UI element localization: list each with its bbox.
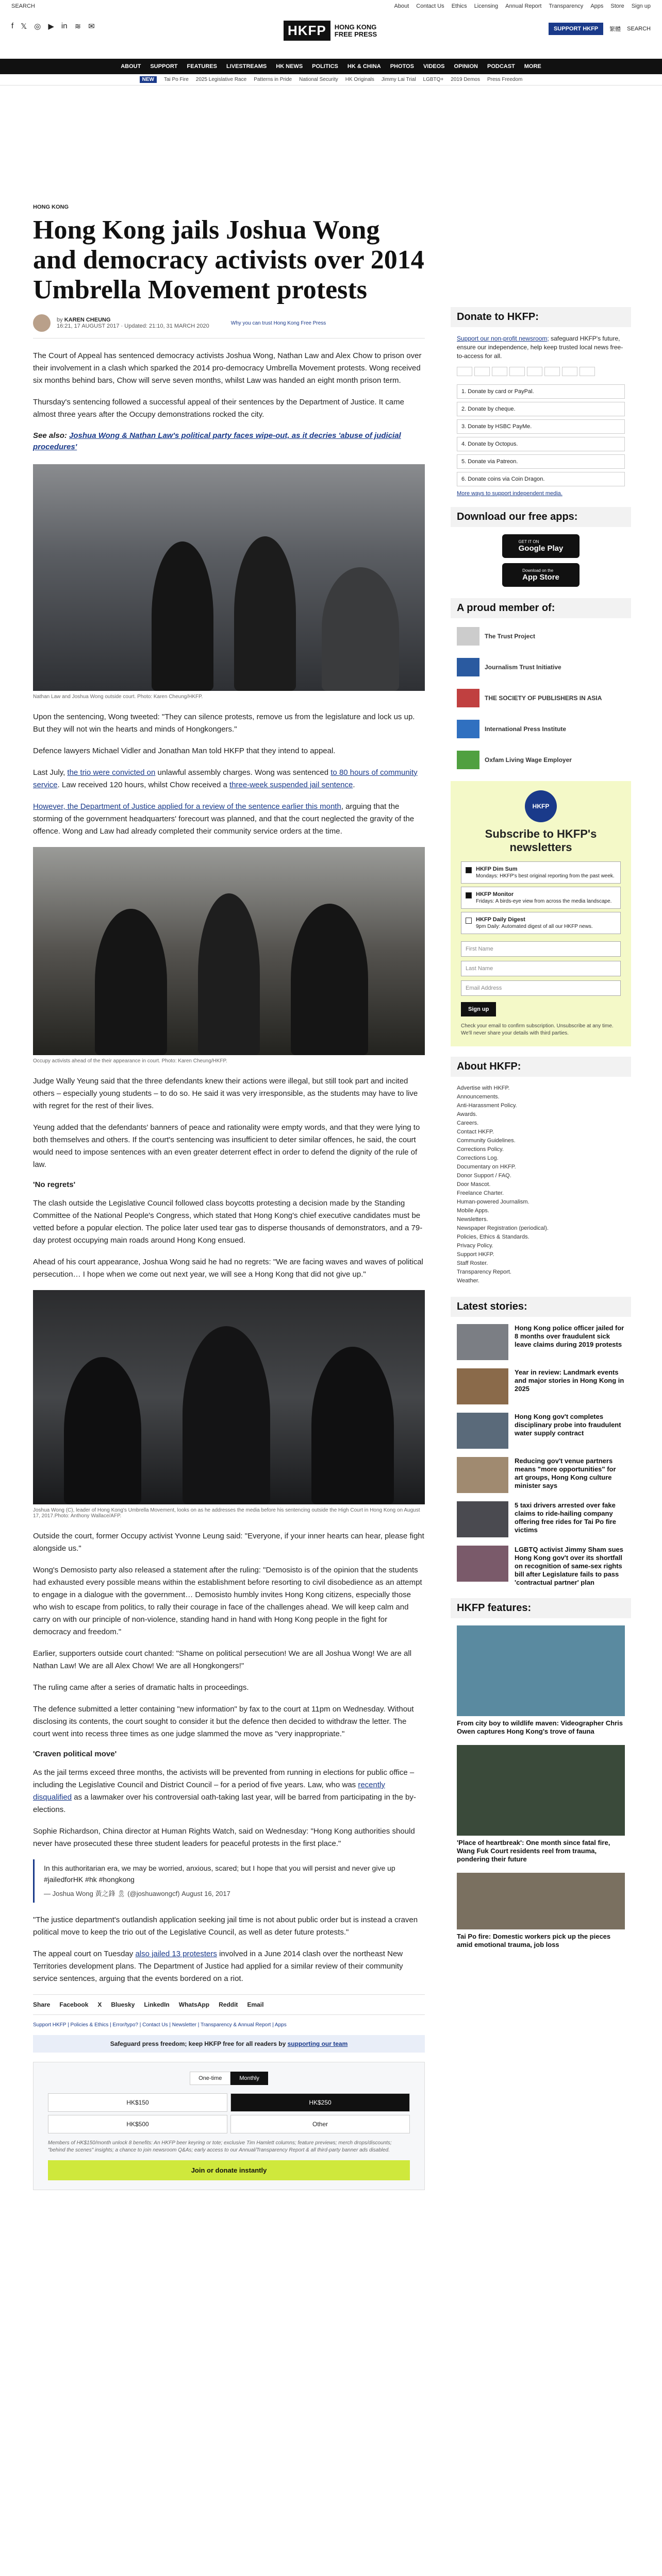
trust-project-icon [457, 627, 479, 646]
photo-caption: Nathan Law and Joshua Wong outside court. Photo: Karen Cheung/HKFP. [33, 694, 203, 700]
app-store-badge[interactable] [502, 563, 580, 587]
paragraph [33, 767, 425, 791]
first-name-field[interactable]: First Name [461, 941, 621, 957]
share-bluesky[interactable]: Bluesky [111, 2001, 135, 2008]
share-x[interactable]: X [97, 2001, 102, 2008]
member-name: The Trust Project [485, 633, 536, 640]
unionpay-icon [562, 367, 577, 376]
member-logo[interactable] [457, 749, 625, 771]
text: unlawful assembly charges. Wong was sentenced [155, 768, 331, 777]
main-navigation [0, 59, 662, 74]
member-name: Journalism Trust Initiative [485, 664, 561, 671]
header-actions [549, 23, 651, 35]
top-utility-bar [0, 0, 662, 12]
about-link[interactable]: Weather. [457, 1278, 479, 1284]
story-title: Hong Kong police officer jailed for 8 months over fraudulent sick leave claims during 2019 protests [515, 1324, 624, 1348]
newsletter-desc: Mondays: HKFP's best original reporting from the past week. [476, 873, 615, 879]
google-pay-icon [544, 367, 560, 376]
text: . [353, 781, 355, 789]
paragraph: The ruling came after a series of dramatic halts in proceedings. [33, 1683, 249, 1692]
member-logo[interactable] [457, 718, 625, 740]
paragraph: Earlier, supporters outside court chanted: "Shame on political persecution! We are all Joshua Wong! We are all Nathan Law! We are all Alex Chow! We are all Hongkongers!" [33, 1649, 412, 1670]
member-logo[interactable] [457, 656, 625, 678]
visa-icon [457, 367, 472, 376]
signup-button[interactable]: Sign up [461, 1002, 496, 1016]
header-search-link[interactable]: SEARCH [627, 26, 651, 32]
text: , arguing that the storming of the government headquarters' forecourt was planned, and that the court neglected the gravity of the offence. Wong and Law had already completed their community service orders at the time. [33, 802, 415, 836]
amount-option[interactable]: HK$500 [48, 2115, 227, 2133]
utility-link-apps[interactable]: Apps [590, 3, 604, 9]
tweet-text: In this authoritarian era, we may be worried, anxious, scared; but I hope that you will persist and never give up #jailedforHK #hk #hongkong [44, 1864, 395, 1884]
share-bar [33, 1994, 425, 2015]
paragraph: Judge Wally Yeung said that the three defendants knew their actions were illegal, but still took part and incited others – especially young students – to do so. He said it was very irresponsible, as the students may have to live with regret for the rest of their lives. [33, 1077, 418, 1110]
text: involved in a June 2014 clash over the northeast New Territories development plans. The Department of Justice had applied for a similar review of their community service sentences, arguing that the events bordered on a riot. [33, 1950, 403, 1983]
newsletter-heading: Subscribe to HKFP's newsletters [485, 827, 597, 854]
share-whatsapp[interactable]: WhatsApp [178, 2001, 210, 2008]
about-link[interactable]: Policies, Ethics & Standards. [457, 1234, 529, 1240]
badge-text: App Store [522, 573, 559, 582]
text: As the jail terms exceed three months, the activists will be prevented from running in elections for public office – including the Legislative Council and District Council – for a period of five years. Law, who was [33, 1768, 415, 1789]
topic-link[interactable]: National Security [299, 77, 338, 82]
safeguard-link[interactable]: supporting our team [287, 2040, 348, 2047]
photo-joshua-wong-media [33, 1290, 425, 1504]
paragraph: Ahead of his court appearance, Joshua Wong said he had no regrets: "We are facing waves and waves of political persecution… I hope when we come out next year, we will see a Hong Kong that did not give up." [33, 1258, 423, 1279]
frequency-one-time[interactable]: One-time [190, 2072, 230, 2085]
payment-card-icons [457, 367, 625, 376]
youtube-icon[interactable]: ▶ [48, 22, 54, 31]
membership-benefits: Members of HK$150/month unlock 8 benefits: An HKFP beer keyring or tote; exclusive Tim Hamlett columns; feature previews; merch drops/discounts; "behind the scenes" insights; a chance to join newsroom Q&As; early access to our Annual/Transparency Report & all third-party banner ads disabled. [48, 2140, 392, 2153]
feature-image [457, 1625, 625, 1716]
story-title: Hong Kong gov't completes disciplinary probe into fraudulent water supply contract [515, 1413, 621, 1437]
utility-link-contact[interactable]: Contact Us [416, 3, 444, 9]
share-label: Share [33, 2001, 51, 2008]
donate-option[interactable]: 2. Donate by cheque. [457, 402, 625, 416]
paragraph: Outside the court, former Occupy activist Yvonne Leung said: "Everyone, if your inner hearts can hear, please fight alongside us." [33, 1532, 424, 1553]
story-item[interactable] [457, 1324, 625, 1360]
paragraph: The clash outside the Legislative Council followed class boycotts protesting a decision made by the Standing Committee of the National People's Congress, which stated that Hong Kong's chief executive candidates must be vetted before a popular election. The police later used tear gas to disperse thousands of demonstrators, and a 79-day protest occupying main roads around Hong Kong ensued. [33, 1199, 423, 1245]
utility-link-signup[interactable]: Sign up [631, 3, 651, 9]
ipi-icon [457, 720, 479, 738]
more-ways-link[interactable]: More ways to support independent media. [457, 490, 562, 497]
subheading: 'Craven political move' [33, 1750, 117, 1758]
paypal-icon [509, 367, 525, 376]
about-link[interactable]: Careers. [457, 1120, 479, 1126]
nav-support[interactable]: SUPPORT [150, 63, 178, 70]
feature-title: From city boy to wildlife maven: Videographer Chris Owen captures Hong Kong's trove of fauna [457, 1719, 623, 1735]
checkbox-unchecked[interactable] [466, 918, 472, 924]
linkedin-icon[interactable]: in [61, 22, 68, 30]
newsletter-name: HKFP Monitor [476, 891, 514, 897]
feature-title: 'Place of heartbreak': One month since fatal fire, Wang Fuk Court residents reel from trauma, pondering their future [457, 1839, 610, 1863]
frequency-toggle [48, 2072, 410, 2085]
site-header [0, 12, 662, 59]
google-play-badge[interactable] [502, 534, 580, 558]
photo-nathan-law-joshua-wong [33, 464, 425, 691]
facebook-icon[interactable]: f [11, 22, 14, 30]
social-icons [11, 22, 95, 31]
story-item[interactable] [457, 1413, 625, 1449]
text: as a lawmaker over his controversial oath-taking last year, will be barred from participating in the by-elections. [33, 1793, 416, 1814]
see-also-link[interactable]: Joshua Wong & Nathan Law's political party faces wipe-out, as it decries 'abuse of judicial procedures' [33, 431, 401, 451]
article-dates: 16:21, 17 AUGUST 2017 · Updated: 21:10, 31 MARCH 2020 [57, 323, 209, 329]
nav-more[interactable]: MORE [524, 63, 541, 70]
last-name-field[interactable]: Last Name [461, 961, 621, 976]
donate-option[interactable]: 6. Donate coins via Coin Dragon. [457, 472, 625, 486]
share-linkedin[interactable]: LinkedIn [144, 2001, 170, 2008]
paragraph: Yeung added that the defendants' banners of peace and rationality were empty words, and that they were lying to both themselves and others. If the court's sentencing was insufficient to deter similar offences, he said, the court would need to impose sentences with an even greater deterrent effect in order to defend the dignity of the rule of law. [33, 1123, 420, 1169]
amount-option[interactable]: HK$150 [48, 2093, 227, 2112]
story-thumbnail [457, 1368, 508, 1404]
paragraph: The defence submitted a letter containing "new information" by fax to the court at 11pm on Wednesday. Without disclosing its contents, the court sought to consider it but the defence then decided to withdraw the letter. The court went into recess three times as one judge slammed the move as "very inappropriate." [33, 1705, 414, 1738]
badge-small-text: GET IT ON [518, 539, 539, 544]
inline-link[interactable]: to 80 hours of community service [33, 768, 418, 789]
feature-image [457, 1745, 625, 1836]
member-name: THE SOCIETY OF PUBLISHERS IN ASIA [485, 694, 602, 702]
oxfam-icon [457, 751, 479, 769]
inline-link[interactable]: the trio were convicted on [67, 768, 156, 777]
language-toggle[interactable]: 繁體 [609, 26, 621, 32]
share-facebook[interactable]: Facebook [59, 2001, 89, 2008]
feature-image [457, 1873, 625, 1929]
about-link[interactable]: Transparency Report. [457, 1269, 511, 1275]
story-title: Year in review: Landmark events and major stories in Hong Kong in 2025 [515, 1368, 624, 1393]
amex-icon [492, 367, 507, 376]
features-heading: HKFP features: [451, 1598, 631, 1618]
member-logo[interactable] [457, 687, 625, 709]
about-link[interactable]: Corrections Log. [457, 1155, 499, 1161]
donate-option[interactable]: 4. Donate by Octopus. [457, 437, 625, 451]
paragraph [33, 801, 425, 838]
trust-link[interactable]: Why you can trust Hong Kong Free Press [230, 320, 326, 326]
nav-opinion[interactable]: OPINION [454, 63, 478, 70]
about-link[interactable]: Anti-Harassment Policy. [457, 1103, 517, 1109]
topic-link[interactable]: 2019 Demos [451, 77, 480, 82]
newsletter-signup [451, 781, 631, 1046]
sidebar [451, 307, 631, 1958]
about-link[interactable]: Mobile Apps. [457, 1208, 489, 1214]
text: safeguard HKFP's future, ensure our independence, help keep trusted local news free-to-access for all. [457, 335, 623, 360]
nav-features[interactable]: FEATURES [187, 63, 217, 70]
article-section[interactable]: HONG KONG [33, 204, 69, 210]
topic-link[interactable]: Tai Po Fire [163, 77, 189, 82]
about-link[interactable]: Door Mascot. [457, 1181, 491, 1188]
about-link[interactable]: Support HKFP. [457, 1251, 494, 1258]
join-donate-button[interactable]: Join or donate instantly [48, 2160, 410, 2180]
nav-about[interactable]: ABOUT [121, 63, 141, 70]
story-item[interactable] [457, 1457, 625, 1493]
story-title: 5 taxi drivers arrested over fake claims to ride-hailing company offering free rides for Tai Po fire victims [515, 1501, 616, 1534]
inline-link[interactable]: also jailed 13 protesters [135, 1950, 217, 1958]
nav-hk-news[interactable]: HK NEWS [276, 63, 303, 70]
paragraph: Upon the sentencing, Wong tweeted: "They can silence protests, remove us from the legislature and lock us up. But they will not win the hearts and minds of Hongkongers." [33, 713, 415, 734]
story-thumbnail [457, 1546, 508, 1582]
topic-navigation [0, 74, 662, 86]
utility-link-about[interactable]: About [394, 3, 409, 9]
utility-link-annual-report[interactable]: Annual Report [505, 3, 542, 9]
embedded-tweet [33, 1859, 425, 1903]
donate-option[interactable]: 5. Donate via Patreon. [457, 454, 625, 469]
topic-link[interactable]: Jimmy Lai Trial [381, 77, 416, 82]
sopa-icon [457, 689, 479, 707]
checkbox-checked[interactable] [466, 867, 472, 873]
safeguard-banner [33, 2035, 425, 2053]
story-thumbnail [457, 1413, 508, 1449]
nav-podcast[interactable]: PODCAST [487, 63, 515, 70]
photo-caption: Joshua Wong (C), leader of Hong Kong's Umbrella Movement, looks on as he addresses the media before his sentencing outside the High Court in Hong Kong on August 17, 2017.Photo: Anthony Wallace/AFP. [33, 1507, 420, 1519]
utility-link-licensing[interactable]: Licensing [474, 3, 499, 9]
about-link[interactable]: Human-powered Journalism. [457, 1199, 529, 1205]
about-link[interactable]: Donor Support / FAQ. [457, 1173, 511, 1179]
member-heading: A proud member of: [451, 598, 631, 618]
newsletter-name: HKFP Daily Digest [476, 917, 525, 923]
newsletter-fine-print: Check your email to confirm subscription. Unsubscribe at any time. We'll never share your details with third parties. [461, 1023, 614, 1036]
badge-text: Google Play [518, 544, 564, 553]
about-link[interactable]: Freelance Charter. [457, 1190, 504, 1196]
about-link[interactable]: Awards. [457, 1111, 477, 1117]
about-heading: About HKFP: [451, 1057, 631, 1077]
feature-item[interactable] [457, 1625, 625, 1736]
about-link[interactable]: Newsletters. [457, 1216, 488, 1223]
amount-options [48, 2093, 410, 2133]
topic-link[interactable]: Patterns in Pride [254, 77, 292, 82]
about-link[interactable]: Privacy Policy. [457, 1243, 493, 1249]
site-logo[interactable] [284, 21, 377, 41]
donate-panel [451, 334, 631, 497]
email-field[interactable]: Email Address [461, 980, 621, 996]
member-name: Oxfam Living Wage Employer [485, 756, 572, 764]
feature-item[interactable] [457, 1745, 625, 1863]
utility-link-ethics[interactable]: Ethics [451, 3, 467, 9]
author-name[interactable]: KAREN CHEUNG [64, 317, 111, 323]
badge-small-text: Download on the [522, 568, 554, 573]
about-link[interactable]: Staff Roster. [457, 1260, 488, 1266]
nav-photos[interactable]: PHOTOS [390, 63, 414, 70]
article-footer-links[interactable]: Support HKFP | Policies & Ethics | Error/typo? | Contact Us | Newsletter | Transparency & Annual Report | Apps [33, 2022, 287, 2028]
support-button[interactable]: SUPPORT HKFP [549, 23, 603, 35]
paragraph [33, 1767, 425, 1816]
photo-caption: Occupy activists ahead of the their appearance in court. Photo: Karen Cheung/HKFP. [33, 1058, 227, 1064]
see-also [33, 430, 425, 453]
new-badge: NEW [140, 76, 157, 83]
about-link[interactable]: Community Guidelines. [457, 1138, 516, 1144]
checkbox-checked[interactable] [466, 892, 472, 899]
text: . Law received 120 hours, whilst Chow received a [57, 781, 230, 789]
feature-title: Tai Po fire: Domestic workers pick up the pieces amid emotional trauma, job loss [457, 1933, 611, 1948]
see-also-prefix: See also: [33, 431, 70, 440]
donation-widget [33, 2062, 425, 2190]
about-link[interactable]: Documentary on HKFP. [457, 1164, 516, 1170]
topic-link[interactable]: 2025 Legislative Race [195, 77, 247, 82]
paragraph [33, 1948, 425, 1985]
member-name: International Press Institute [485, 725, 567, 733]
newsletter-name: HKFP Dim Sum [476, 866, 518, 872]
email-icon[interactable]: ✉ [88, 22, 95, 31]
safeguard-text: Safeguard press freedom; keep HKFP free for all readers by [110, 2040, 288, 2047]
byline-text [57, 317, 209, 329]
story-item[interactable] [457, 1501, 625, 1537]
newsletter-option[interactable] [461, 912, 621, 934]
inline-link[interactable]: three-week suspended jail sentence [229, 781, 353, 789]
feature-item[interactable] [457, 1873, 625, 1949]
about-link[interactable]: Contact HKFP. [457, 1129, 494, 1135]
story-thumbnail [457, 1501, 508, 1537]
story-thumbnail [457, 1324, 508, 1360]
share-email[interactable]: Email [247, 2001, 264, 2008]
subheading: 'No regrets' [33, 1180, 76, 1189]
story-title: LGBTQ activist Jimmy Sham sues Hong Kong gov't over its shortfall on recognition of same-sex rights bill after Legislature fails to pass 'contractual partner' plan [515, 1546, 623, 1586]
logo-line-2: FREE PRESS [334, 30, 377, 38]
latest-stories-heading: Latest stories: [451, 1297, 631, 1317]
search-link[interactable]: SEARCH [11, 3, 35, 9]
photo-activists-court [33, 847, 425, 1055]
paragraph: Thursday's sentencing followed a successful appeal of their sentences by the Department of Justice. It came almost three years after the Occupy demonstrations rocked the city. [33, 398, 404, 419]
author-avatar [33, 314, 51, 332]
story-thumbnail [457, 1457, 508, 1493]
donate-option[interactable]: 3. Donate by HSBC PayMe. [457, 419, 625, 434]
member-logos [451, 625, 631, 771]
nav-politics[interactable]: POLITICS [312, 63, 338, 70]
paragraph: Sophie Richardson, China director at Human Rights Watch, said on Wednesday: "Hong Kong authorities should never have prosecuted these three student leaders for peaceful protests in the first place." [33, 1827, 415, 1848]
donate-text-link[interactable]: Support our non-profit newsroom; [457, 335, 549, 342]
topic-link[interactable]: LGBTQ+ [423, 77, 444, 82]
rss-icon[interactable]: ≋ [74, 22, 81, 31]
byline-by: by [57, 317, 63, 323]
newsletter-desc: Fridays: A birds-eye view from across the media landscape. [476, 899, 612, 904]
story-item[interactable] [457, 1546, 625, 1587]
member-logo[interactable] [457, 625, 625, 647]
paragraph: Defence lawyers Michael Vidler and Jonathan Man told HKFP that they intend to appeal. [33, 747, 336, 755]
frequency-monthly[interactable]: Monthly [230, 2072, 268, 2085]
utility-link-transparency[interactable]: Transparency [549, 3, 584, 9]
newsletter-desc: 9pm Daily: Automated digest of all our HKFP news. [476, 924, 593, 929]
donate-heading: Donate to HKFP: [451, 307, 631, 327]
jti-icon [457, 658, 479, 676]
inline-link[interactable]: However, the Department of Justice applied for a review of the sentence earlier this month [33, 802, 341, 811]
about-links [451, 1084, 631, 1285]
topic-link[interactable]: Press Freedom [487, 77, 523, 82]
donate-option[interactable]: 1. Donate by card or PayPal. [457, 384, 625, 399]
article-title: Hong Kong jails Joshua Wong and democracy activists over 2014 Umbrella Movement protests [33, 215, 424, 304]
text: Last July, [33, 768, 68, 777]
amount-option-selected[interactable]: HK$250 [230, 2093, 410, 2112]
mastercard-icon [474, 367, 490, 376]
newsletter-option[interactable] [461, 861, 621, 884]
story-item[interactable] [457, 1368, 625, 1404]
donate-text [457, 334, 625, 361]
byline [33, 314, 425, 332]
story-title: Reducing gov't venue partners means "more opportunities" for art groups, Hong Kong culture minister says [515, 1457, 616, 1489]
utility-link-store[interactable]: Store [610, 3, 624, 9]
nav-livestreams[interactable]: LIVESTREAMS [226, 63, 267, 70]
paragraph: "The justice department's outlandish application seeking jail time is not about public order but is instead a craven political move to keep the trio out of the Legislative Council, as well as deter future protests." [33, 1916, 418, 1937]
inline-link[interactable]: recently disqualified [33, 1781, 385, 1802]
about-link[interactable]: Advertise with HKFP. [457, 1085, 510, 1091]
amount-option-other[interactable]: Other [230, 2115, 410, 2133]
logo-line-1: HONG KONG [334, 23, 377, 31]
about-link[interactable]: Newspaper Registration (periodical). [457, 1225, 549, 1231]
newsletter-option[interactable] [461, 887, 621, 909]
nav-hk-china[interactable]: HK & CHINA [347, 63, 381, 70]
logo-mark: HKFP [284, 21, 330, 41]
x-icon[interactable]: 𝕏 [21, 22, 27, 31]
nav-videos[interactable]: VIDEOS [423, 63, 445, 70]
text: The appeal court on Tuesday [33, 1950, 136, 1958]
topic-link[interactable]: HK Originals [345, 77, 374, 82]
paragraph: The Court of Appeal has sentenced democracy activists Joshua Wong, Nathan Law and Alex Chow to prison over their involvement in a clash which sparked the 2014 pro-democracy Umbrella Movement protests. Wong received six months behind bars, Chow will serve seven months, whilst Law was handed an eight month prison term. [33, 351, 422, 385]
apps-heading: Download our free apps: [451, 507, 631, 527]
hkfp-circle-logo: HKFP [525, 790, 557, 822]
instagram-icon[interactable]: ◎ [34, 22, 41, 31]
utility-links [394, 3, 651, 9]
apple-pay-icon [527, 367, 542, 376]
article [33, 204, 425, 2190]
about-link[interactable]: Corrections Policy. [457, 1146, 504, 1153]
logo-text [335, 24, 377, 38]
tweet-author[interactable]: — Joshua Wong 黃之鋒 🎗 (@joshuawongcf) August 16, 2017 [44, 1890, 230, 1897]
jcb-icon [580, 367, 595, 376]
paragraph: Wong's Demosisto party also released a statement after the ruling: "Demosisto is of the opinion that the students had exhausted every possible means within the establishment before resorting to civil disobedience as an attempt to engage in a dialogue with the government… Demosisto humbly invites Hong Kong citizens, especially those who wish to escape from politics, to rally their courage in face of the challenges ahead. We will keep calm and carry on with our principle of non-violence, standing hand in hand with Hong Kong people in the fight for democracy and freedom." [33, 1566, 422, 1636]
about-link[interactable]: Announcements. [457, 1094, 500, 1100]
share-reddit[interactable]: Reddit [219, 2001, 238, 2008]
